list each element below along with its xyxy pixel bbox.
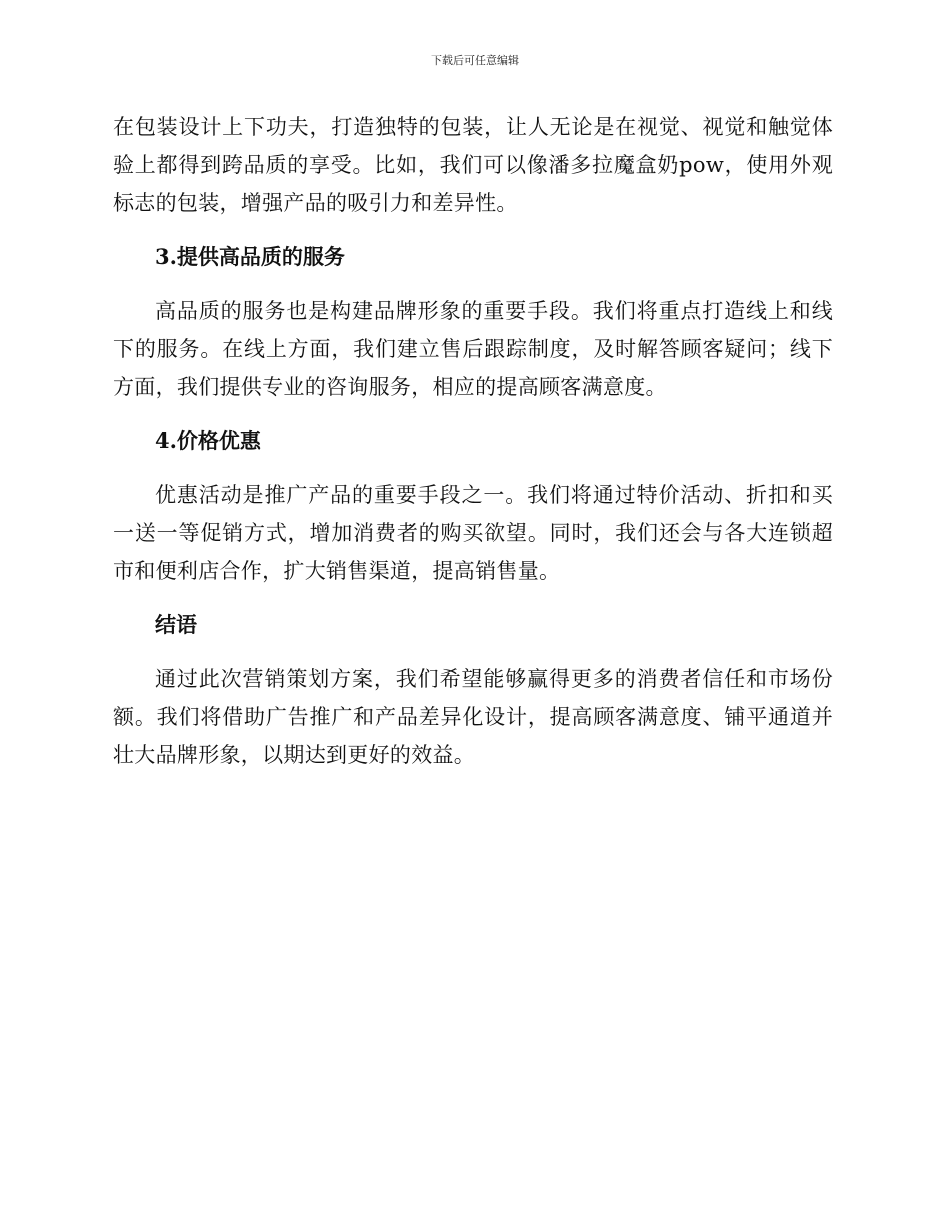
section-paragraph-conclusion: 通过此次营销策划方案，我们希望能够赢得更多的消费者信任和市场份额。我们将借助广告推广和产品差异化设计，提高顾客满意度、铺平通道并壮大品牌形象，以期达到更好的效益。 [113, 667, 833, 767]
document-body [113, 108, 833, 790]
section-paragraph-service: 高品质的服务也是构建品牌形象的重要手段。我们将重点打造线上和线下的服务。在线上方面，我们建立售后跟踪制度，及时解答顾客疑问；线下方面，我们提供专业的咨询服务，相应的提高顾客满意度。 [113, 299, 833, 399]
section-heading-price: 4.价格优惠 [155, 428, 261, 453]
section-heading-conclusion: 结语 [155, 612, 197, 637]
section-paragraph-price: 优惠活动是推广产品的重要手段之一。我们将通过特价活动、折扣和买一送一等促销方式，增加消费者的购买欲望。同时，我们还会与各大连锁超市和便利店合作，扩大销售渠道，提高销售量。 [113, 483, 833, 583]
page-header: 下载后可任意编辑 [431, 54, 519, 67]
intro-paragraph: 在包装设计上下功夫，打造独特的包装，让人无论是在视觉、视觉和触觉体验上都得到跨品质的享受。比如，我们可以像潘多拉魔盒奶pow，使用外观标志的包装，增强产品的吸引力和差异性。 [113, 115, 833, 215]
section-heading-service: 3.提供高品质的服务 [155, 244, 345, 269]
